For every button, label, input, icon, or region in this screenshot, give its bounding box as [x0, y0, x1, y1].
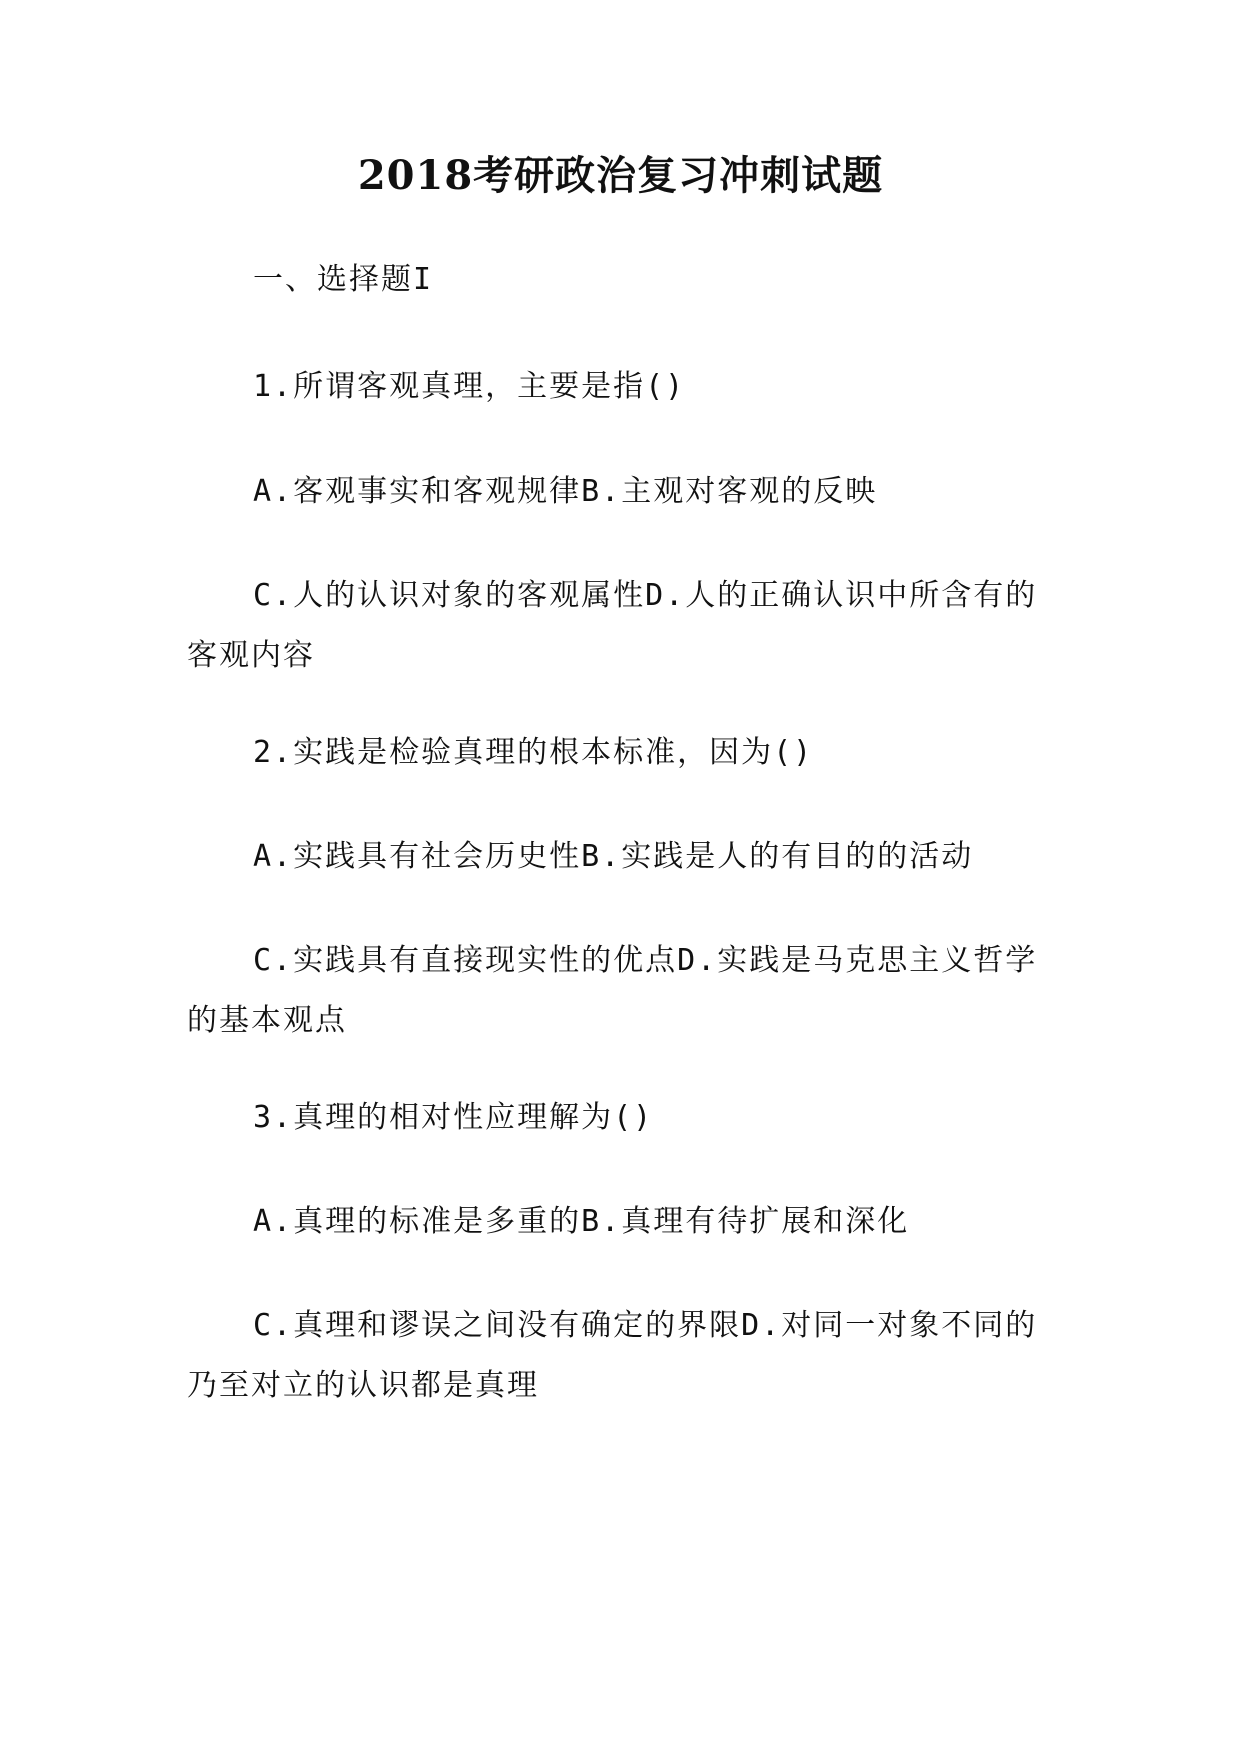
section-heading: 一、选择题I [253, 262, 434, 297]
question-3-options-cd: C.真理和谬误之间没有确定的界限D.对同一对象不同的乃至对立的认识都是真理 [187, 1308, 1038, 1403]
question-2: 2.实践是检验真理的根本标准，因为() [253, 735, 814, 770]
question-2-options-ab: A.实践具有社会历史性B.实践是人的有目的的活动 [253, 839, 974, 874]
question-1-options-cd: C.人的认识对象的客观属性D.人的正确认识中所含有的客观内容 [187, 578, 1038, 673]
question-1-options-ab: A.客观事实和客观规律B.主观对客观的反映 [253, 474, 878, 509]
question-3: 3.真理的相对性应理解为() [253, 1100, 654, 1135]
document-title: 2018考研政治复习冲刺试题 [357, 152, 884, 199]
question-2-options-cd: C.实践具有直接现实性的优点D.实践是马克思主义哲学的基本观点 [187, 943, 1038, 1038]
question-1: 1.所谓客观真理，主要是指() [253, 369, 686, 404]
question-3-options-ab: A.真理的标准是多重的B.真理有待扩展和深化 [253, 1204, 910, 1239]
